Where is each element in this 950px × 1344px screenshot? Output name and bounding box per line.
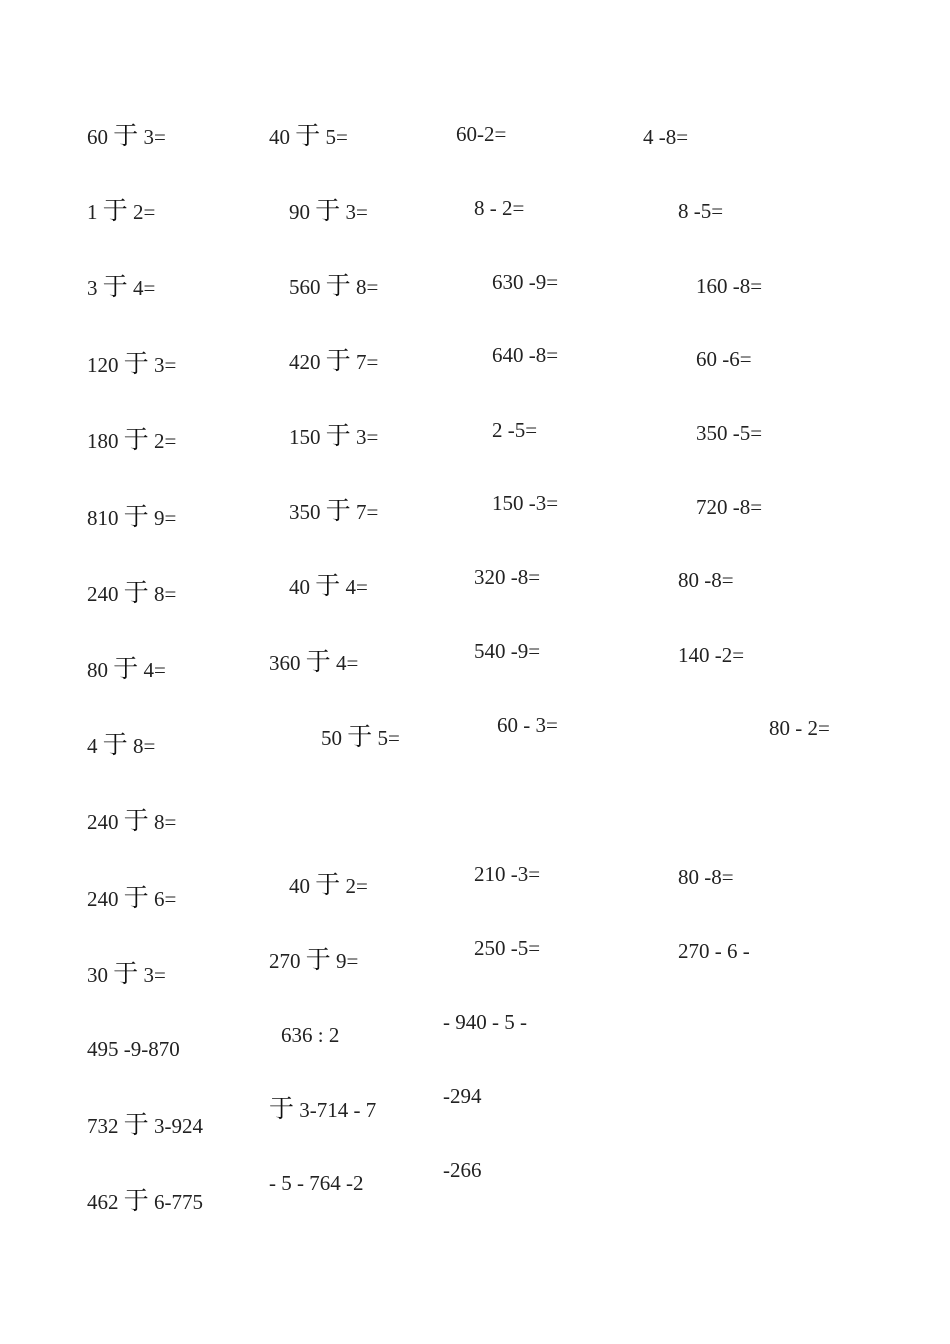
math-problem: 270 于 9= (269, 945, 359, 974)
math-problem: 60 -6= (696, 347, 752, 371)
math-problem: 240 于 8= (87, 578, 177, 607)
math-problem: 90 于 3= (289, 196, 368, 225)
math-problem: 630 -9= (492, 270, 559, 294)
math-problem: 560 于 8= (289, 271, 379, 300)
math-problem: 160 -8= (696, 274, 763, 298)
math-problem: 420 于 7= (289, 346, 379, 375)
math-problem: 360 于 4= (269, 647, 359, 676)
math-problem: 80 - 2= (769, 716, 830, 740)
math-problem: 60-2= (456, 122, 507, 146)
math-problem: 640 -8= (492, 343, 559, 367)
math-problem: 180 于 2= (87, 425, 177, 454)
math-problem: 140 -2= (678, 643, 745, 667)
math-problem: 636 : 2 (281, 1023, 340, 1047)
math-problem: 720 -8= (696, 495, 763, 519)
math-problem: -294 (443, 1084, 482, 1108)
math-problem: 240 于 6= (87, 883, 177, 912)
math-problem: 40 于 4= (289, 571, 368, 600)
math-problem: 732 于 3-924 (87, 1110, 204, 1139)
math-problem: 80 于 4= (87, 654, 166, 683)
math-problem: 150 于 3= (289, 421, 379, 450)
math-problem: 150 -3= (492, 491, 559, 515)
math-problem: 120 于 3= (87, 349, 177, 378)
math-problem: 80 -8= (678, 568, 734, 592)
math-problem: 540 -9= (474, 639, 541, 663)
math-problem: 270 - 6 - (678, 939, 750, 963)
math-problem: 810 于 9= (87, 502, 177, 531)
math-problem: 462 于 6-775 (87, 1186, 204, 1215)
math-problem: 40 于 5= (269, 121, 348, 150)
math-problem: 8 -5= (678, 199, 724, 223)
math-problem: 1 于 2= (87, 196, 156, 225)
math-problem: 60 - 3= (497, 713, 558, 737)
math-problem: 于 3-714 - 7 (269, 1094, 377, 1123)
math-problem: 4 于 8= (87, 730, 156, 759)
math-problem: 210 -3= (474, 862, 541, 886)
math-problem: 8 - 2= (474, 196, 525, 220)
math-problem: 40 于 2= (289, 870, 368, 899)
math-problem: 350 -5= (696, 421, 763, 445)
math-problem: 320 -8= (474, 565, 541, 589)
math-problem: 80 -8= (678, 865, 734, 889)
math-problem: 30 于 3= (87, 959, 166, 988)
math-problem: 2 -5= (492, 418, 538, 442)
math-problem: 4 -8= (643, 125, 689, 149)
math-problem: 60 于 3= (87, 121, 166, 150)
math-problem: 495 -9-870 (87, 1037, 180, 1061)
math-problem: - 940 - 5 - (443, 1010, 527, 1034)
math-problem: 250 -5= (474, 936, 541, 960)
math-problem: - 5 - 764 -2 (269, 1171, 364, 1195)
math-problem: 240 于 8= (87, 806, 177, 835)
math-problem: 50 于 5= (321, 722, 400, 751)
math-problem: 3 于 4= (87, 272, 156, 301)
math-problem: -266 (443, 1158, 482, 1182)
math-problem: 350 于 7= (289, 496, 379, 525)
